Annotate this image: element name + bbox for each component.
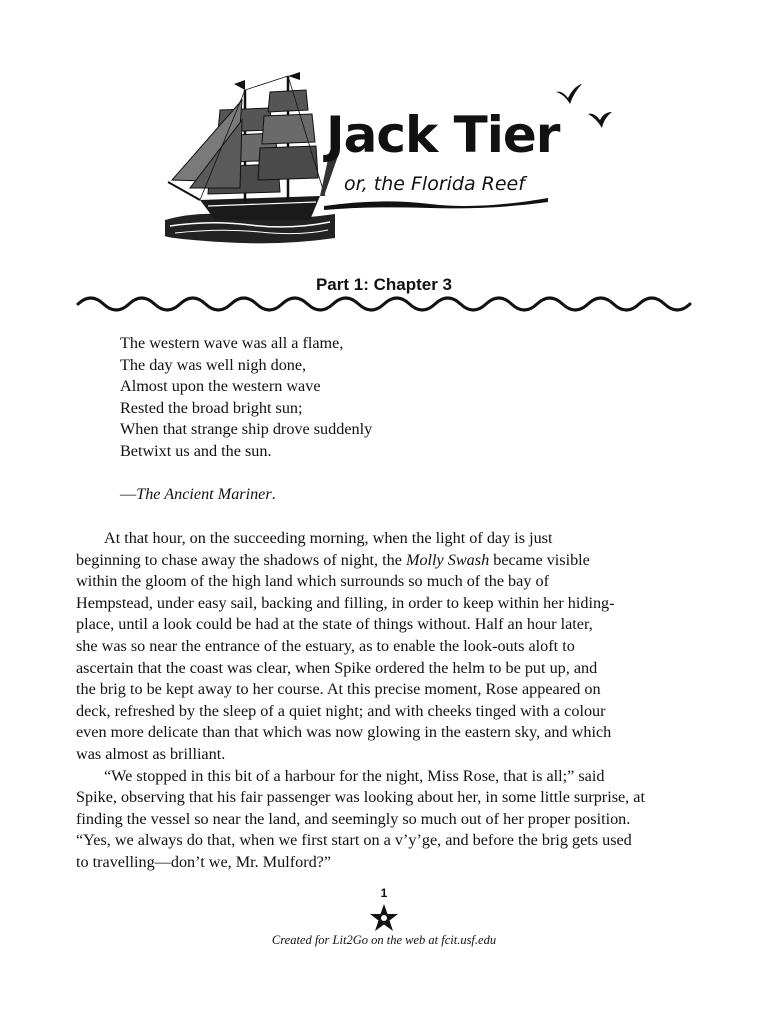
text-line: even more delicate than that which was now glowing in the eastern sky, and which [76,723,612,742]
epigraph [120,333,372,463]
epigraph-line: Rested the broad bright sun; [120,398,303,417]
text-line: the brig to be kept away to her course. At this precise moment, Rose appeared on [76,680,601,699]
page-number: 1 [380,886,388,900]
text-line: beginning to chase away the shadows of night, the Molly Swash became visible [76,550,590,569]
epigraph-line: Betwixt us and the sun. [120,441,272,460]
epigraph-line: The western wave was all a flame, [120,334,344,352]
footer-credit: Created for Lit2Go on the web at fcit.usf.edu [271,933,497,947]
ship-name: Molly Swash [405,550,490,569]
text-line: ascertain that the coast was clear, when Spike ordered the helm to be put up, and [76,658,598,677]
wave-divider [76,293,692,315]
text-line: place, until a look could be had at the state of things without. Half an hour later, [76,615,593,634]
text-line: At that hour, on the succeeding morning, when the light of day is just [104,529,553,547]
epigraph-attribution: —The Ancient Mariner. [120,485,276,503]
text-line: Spike, observing that his fair passenger was looking about her, in some little surprise, at [76,788,645,807]
text-line: within the gloom of the high land which surrounds so much of the bay of [76,572,549,591]
text-line: “Yes, we always do that, when we first start on a v’y’ge, and before the brig gets used [76,831,632,850]
text-line: Hempstead, under easy sail, backing and filling, in order to keep within her hiding- [76,593,615,612]
book-title: Jack Tier [326,106,560,164]
sailing-ship-icon [160,70,340,250]
epigraph-line: Almost upon the western wave [120,377,321,396]
text-line: finding the vessel so near the land, and seemingly so much out of her proper position. [76,809,631,828]
text-line: deck, refreshed by the sleep of a quiet night; and with cheeks tinged with a colour [76,701,606,720]
star-icon [368,902,400,934]
body-text [76,528,692,874]
text-line: was almost as brilliant. [76,744,226,763]
title-swoosh [320,190,552,214]
paragraph [76,766,692,874]
chapter-heading: Part 1: Chapter 3 [315,275,453,294]
text-line: “We stopped in this bit of a harbour for the night, Miss Rose, that is all;” said [104,766,605,785]
text-line: she was so near the entrance of the estuary, as to enable the look-outs aloft to [76,636,575,655]
epigraph-line: When that strange ship drove suddenly [120,420,373,439]
book-subtitle: or, the Florida Reef [344,173,525,195]
epigraph-line: The day was well nigh done, [120,355,307,374]
epigraph-source: The Ancient Mariner [136,485,272,503]
text-line: to travelling—don’t we, Mr. Mulford?” [76,852,332,871]
paragraph [76,528,692,766]
